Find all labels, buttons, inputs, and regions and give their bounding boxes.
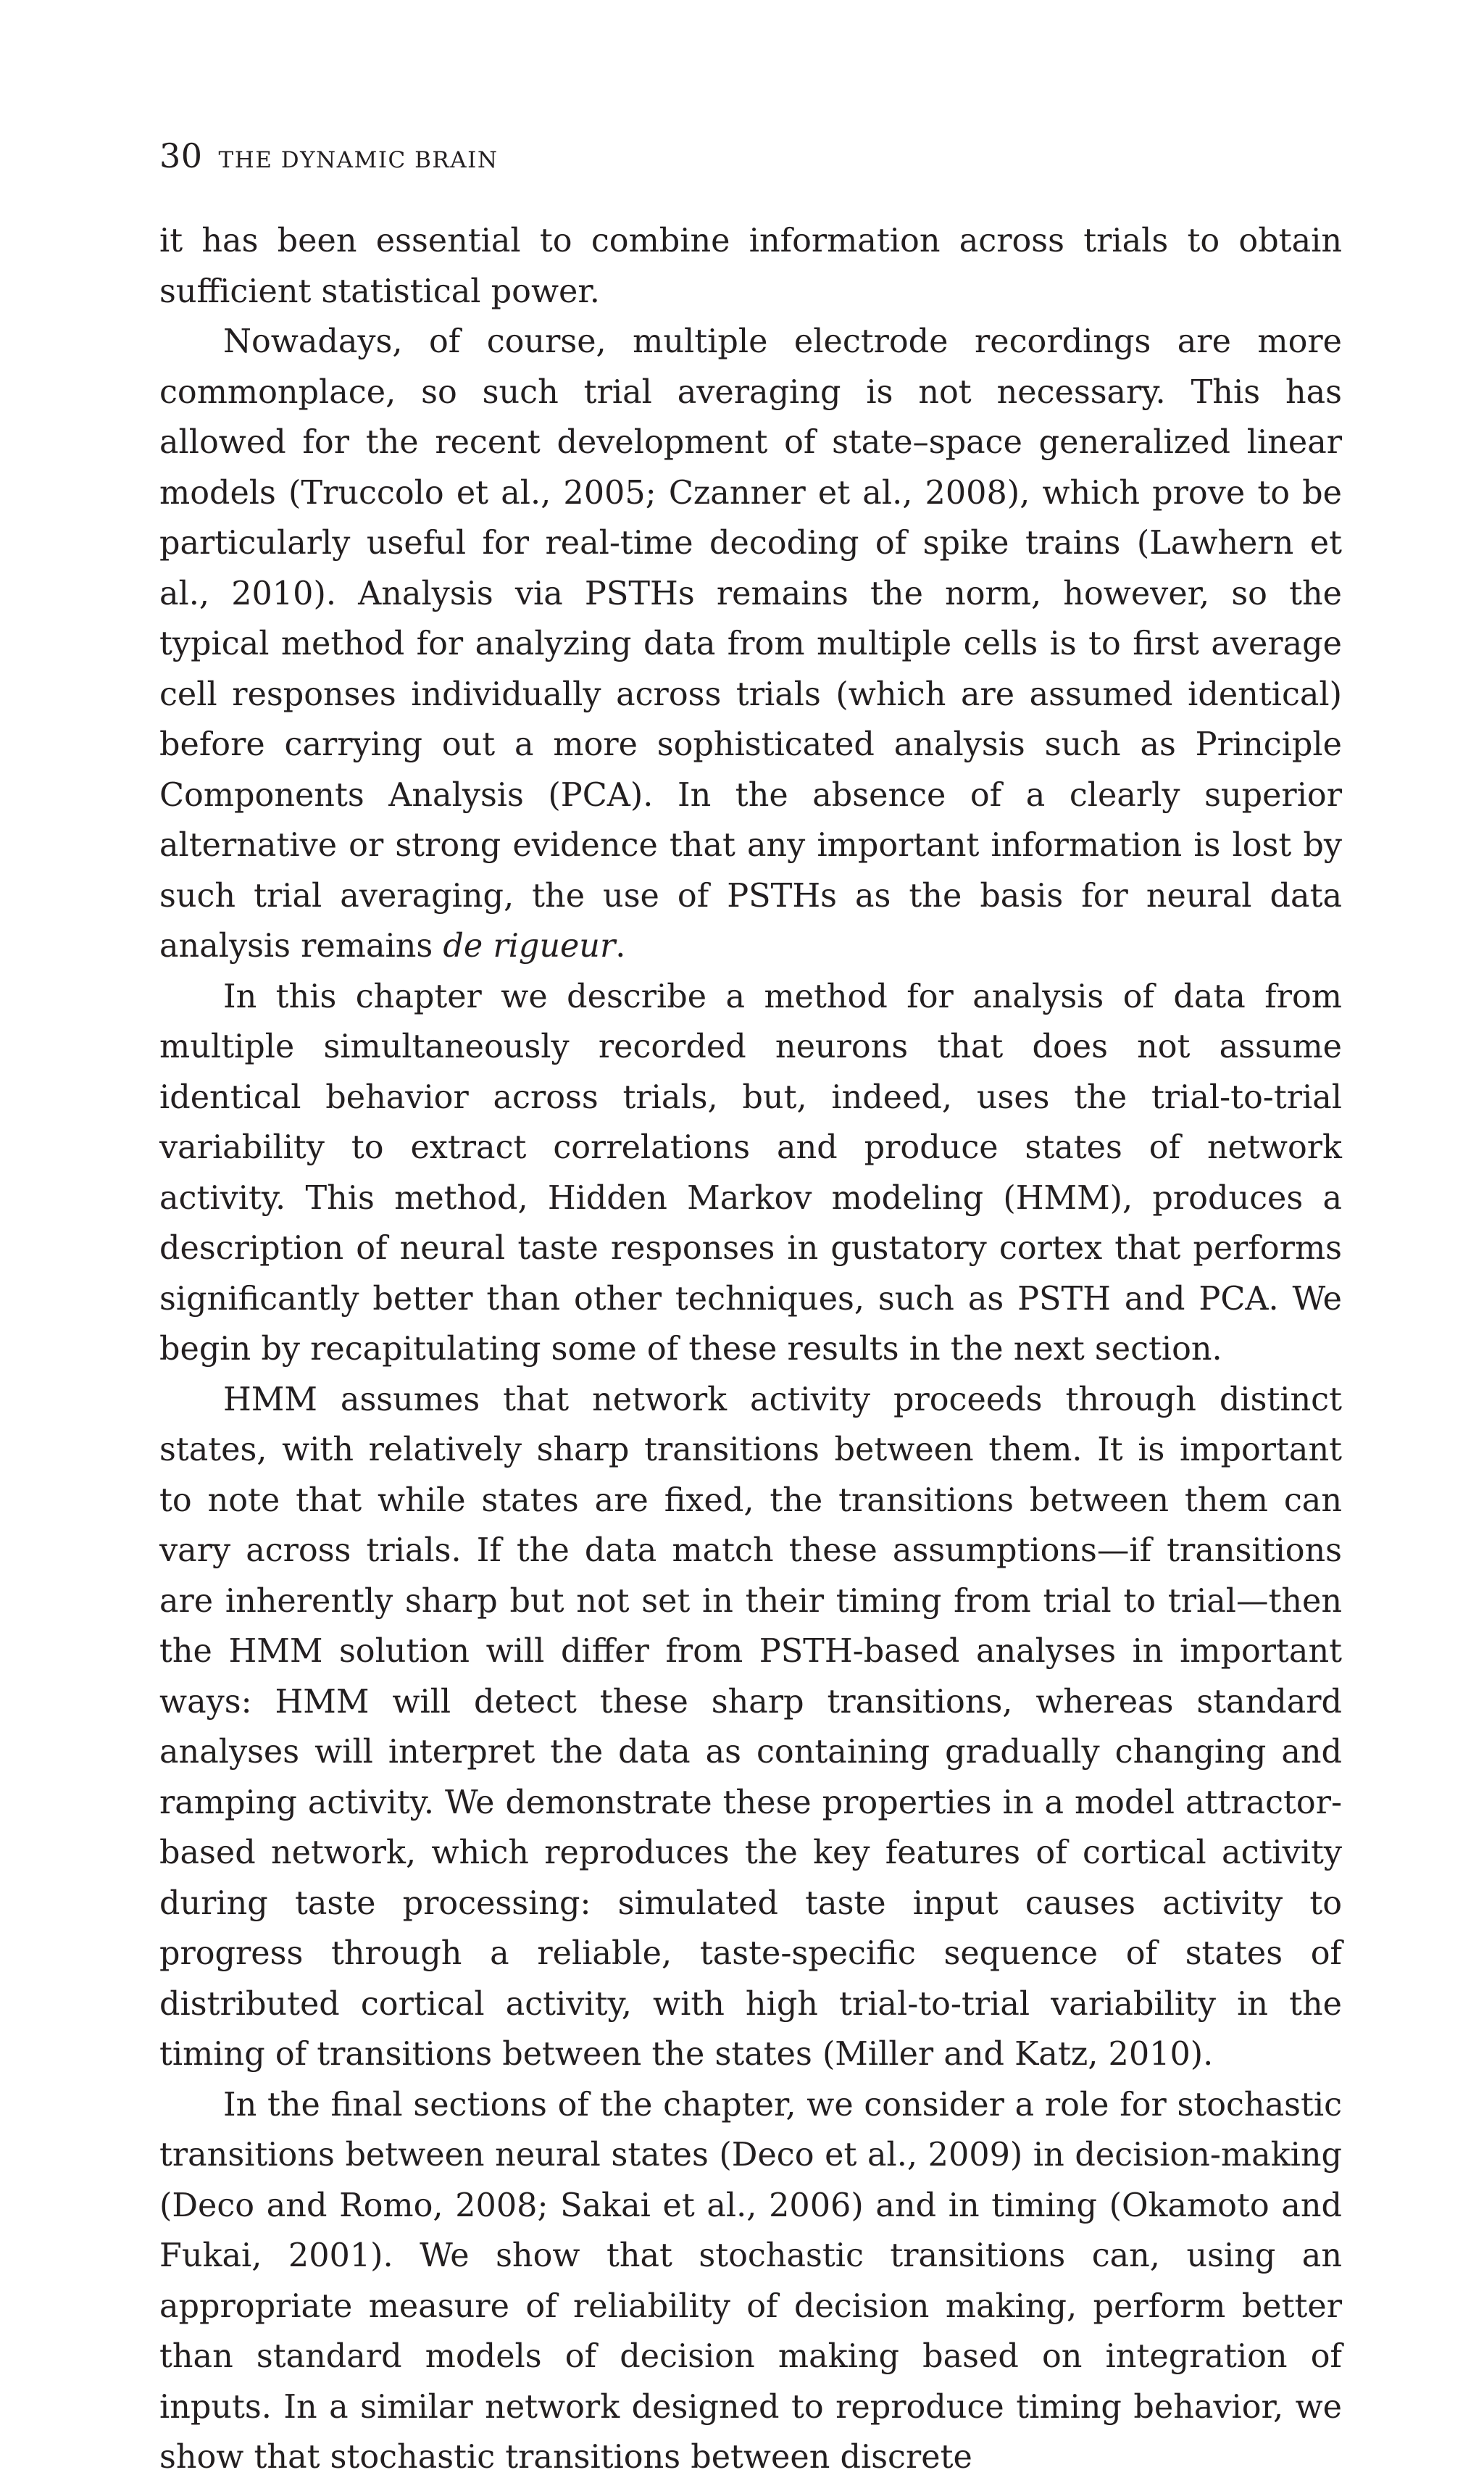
page-number: 30 bbox=[159, 136, 203, 175]
paragraph-trial-averaging bbox=[159, 317, 1342, 972]
paragraph-text: Nowadays, of course, multiple electrode recordings are more commonplace, so such trial averaging is not necessary. This has allowed for the recent development of state–space generalized linear models (Truccolo et al., 2005; Czanner et al., 2008), which prove to be particularly useful for real-time decoding of spike trains (Lawhern et al., 2010). Analysis via PSTHs remains the norm, however, so the typical method for analyzing data from multiple cells is to first average cell responses individually across trials (which are assumed identical) before carrying out a more sophisticated analysis such as Principle Components Analysis (PCA). In the absence of a clearly superior alternative or strong evidence that any important information is lost by such trial averaging, the use of PSTHs as the basis for neural data analysis remains bbox=[159, 323, 1342, 965]
paragraph-continuation bbox=[159, 216, 1342, 317]
paragraph-text: In this chapter we describe a method for analysis of data from multiple simultaneously recorded neurons that does not assume identical behavior across trials, but, indeed, uses the trial-to-trial variability to extract correlations and produce states of network activity. This method, Hidden Markov modeling (HMM), produces a description of neural taste responses in gustatory cortex that performs significantly better than other techniques, such as PSTH and PCA. We begin by recapitulating some of these results in the next section. bbox=[159, 978, 1342, 1368]
italic-phrase: de rigueur bbox=[443, 928, 616, 965]
running-head bbox=[159, 136, 499, 175]
paragraph-text: it has been essential to combine information across trials to obtain sufficient statistical power. bbox=[159, 222, 1342, 310]
paragraph-hmm-assumptions bbox=[159, 1375, 1342, 2080]
sentence-end: . bbox=[615, 928, 626, 965]
paragraph-text: HMM assumes that network activity proceeds through distinct states, with relatively sharp transitions between them. It is important to note that while states are fixed, the transitions between them can vary across trials. If the data match these assumptions—if transitions are inherently sharp but not set in their timing from trial to trial—then the HMM solution will differ from PSTH-based analyses in important ways: HMM will detect these sharp transitions, whereas standard analyses will interpret the data as containing gradually changing and ramping activity. We demonstrate these properties in a model attractor-based network, which reproduces the key features of cortical activity during taste processing: simulated taste input causes activity to progress through a reliable, taste-specific sequence of states of distributed cortical activity, with high trial-to-trial variability in the timing of transitions between the states (Miller and Katz, 2010). bbox=[159, 1381, 1342, 2073]
paragraph-chapter-method bbox=[159, 972, 1342, 1375]
paragraph-final-sections bbox=[159, 2080, 1342, 2483]
running-title: THE DYNAMIC BRAIN bbox=[218, 147, 499, 173]
paragraph-text: In the final sections of the chapter, we consider a role for stochastic transitions between neural states (Deco et al., 2009) in decision-making (Deco and Romo, 2008; Sakai et al., 2006) and in timing (Okamoto and Fukai, 2001). We show that stochastic transitions can, using an appropriate measure of reliability of decision making, perform better than standard models of decision making based on integration of inputs. In a similar network designed to reproduce timing behavior, we show that stochastic transitions between discrete bbox=[159, 2086, 1342, 2476]
body-text bbox=[159, 216, 1342, 2483]
